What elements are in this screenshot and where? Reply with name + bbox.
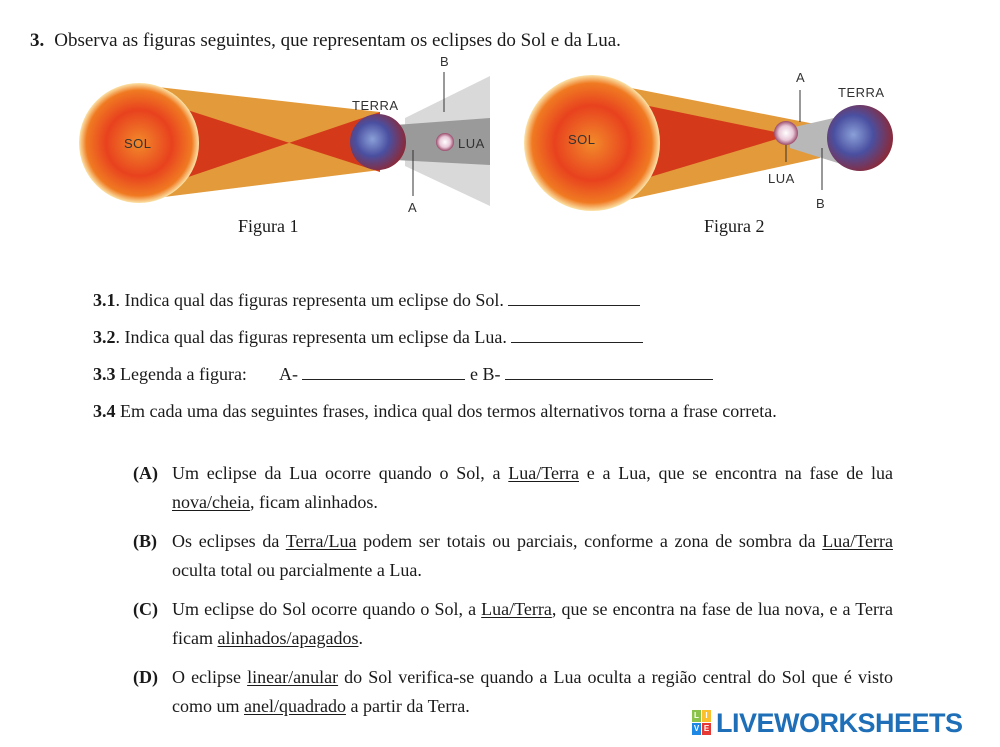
label-a: A xyxy=(408,200,418,215)
statement-text: a partir da Terra. xyxy=(345,696,470,716)
statement-key: (C) xyxy=(133,599,158,619)
moon-icon xyxy=(774,121,798,145)
option-underlined[interactable]: linear/anular xyxy=(247,667,339,687)
statement-key: (B) xyxy=(133,531,157,551)
label-b: B xyxy=(816,196,826,211)
figure-2-caption: Figura 2 xyxy=(704,216,765,236)
subquestion-number: 3.2 xyxy=(93,327,116,347)
subquestion-number: 3.4 xyxy=(93,401,116,421)
figure-1 xyxy=(79,54,490,215)
subquestion-number: 3.1 xyxy=(93,290,116,310)
statement-c xyxy=(133,595,893,653)
statement-text: . xyxy=(358,628,363,648)
label-a: A xyxy=(796,70,806,85)
figure-2 xyxy=(524,70,893,211)
option-underlined[interactable]: Terra/Lua xyxy=(285,531,357,551)
answer-blank-3-1[interactable] xyxy=(508,290,640,306)
subquestion-3-3 xyxy=(93,364,713,385)
figure-1-caption: Figura 1 xyxy=(238,216,299,236)
statement-text: , ficam alinhados. xyxy=(249,492,378,512)
earth-label: TERRA xyxy=(838,85,885,100)
option-underlined[interactable]: Lua/Terra xyxy=(508,463,579,483)
subquestion-3-1 xyxy=(93,290,640,311)
subquestion-3-2 xyxy=(93,327,643,348)
statement-text: O eclipse xyxy=(172,667,248,687)
subquestion-text: . Indica qual das figuras representa um eclipse do Sol. xyxy=(115,290,504,310)
question-text: Observa as figuras seguintes, que representam os eclipses do Sol e da Lua. xyxy=(54,30,621,51)
statement-text: , que se encontra na fase de lua nova, e a Terra ficam xyxy=(172,599,893,648)
statement-a xyxy=(133,459,893,517)
answer-blank-b[interactable] xyxy=(505,364,713,380)
option-underlined[interactable]: Lua/Terra xyxy=(822,531,893,551)
earth-label: TERRA xyxy=(352,98,399,113)
answer-blank-3-2[interactable] xyxy=(511,327,643,343)
statement-text: oculta total ou parcialmente a Lua. xyxy=(172,560,422,580)
logo-icon: L I V E xyxy=(693,711,710,733)
moon-icon xyxy=(436,133,454,151)
statement-key: (A) xyxy=(133,463,158,483)
statement-text: e a Lua, que se encontra na fase de lua xyxy=(579,463,894,483)
earth-icon xyxy=(827,105,893,171)
eclipse-figures xyxy=(0,0,1000,260)
moon-label: LUA xyxy=(458,136,485,151)
statement-b xyxy=(133,527,893,585)
liveworksheets-logo[interactable] xyxy=(692,708,963,738)
statement-key: (D) xyxy=(133,667,158,687)
statement-text: Um eclipse do Sol ocorre quando o Sol, a xyxy=(172,599,482,619)
subquestion-text: Em cada uma das seguintes frases, indica qual dos termos alternativos torna a frase correta. xyxy=(115,401,777,421)
option-underlined[interactable]: nova/cheia xyxy=(172,492,250,512)
subquestion-text: Legenda a figura: xyxy=(115,364,247,384)
subquestion-number: 3.3 xyxy=(93,364,116,384)
label-a-prompt: A- xyxy=(278,364,298,384)
subquestion-3-4 xyxy=(93,401,777,422)
subquestion-text: . Indica qual das figuras representa um eclipse da Lua. xyxy=(115,327,507,347)
label-b: B xyxy=(440,54,450,69)
option-underlined[interactable]: alinhados/apagados xyxy=(217,628,359,648)
logo-text: LIVEWORKSHEETS xyxy=(716,707,963,738)
option-underlined[interactable]: Lua/Terra xyxy=(481,599,552,619)
question-number: 3. xyxy=(30,30,45,51)
statement-text: Um eclipse da Lua ocorre quando o Sol, a xyxy=(172,463,509,483)
sun-label: SOL xyxy=(124,136,152,151)
earth-icon xyxy=(350,114,406,170)
statement-text: Os eclipses da xyxy=(172,531,286,551)
label-b-prompt: e B- xyxy=(469,364,501,384)
sun-label: SOL xyxy=(568,132,596,147)
answer-blank-a[interactable] xyxy=(302,364,465,380)
statement-text: podem ser totais ou parciais, conforme a zona de sombra da xyxy=(356,531,823,551)
option-underlined[interactable]: anel/quadrado xyxy=(244,696,346,716)
moon-label: LUA xyxy=(768,171,795,186)
statement-text: do Sol verifica-se quando a Lua oculta a região central do Sol que é visto como um xyxy=(172,667,893,716)
